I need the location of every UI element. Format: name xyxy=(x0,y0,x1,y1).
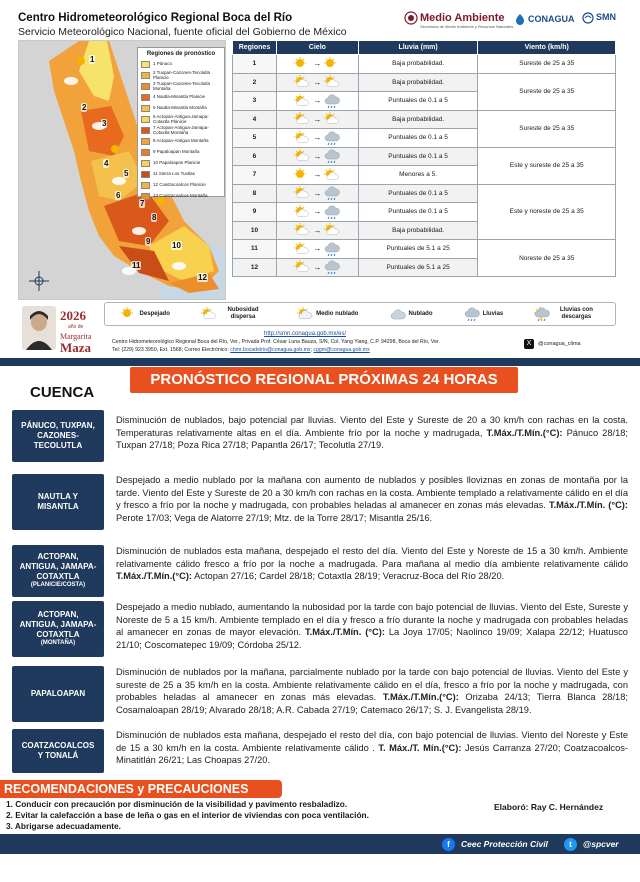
forecast-banner: PRONÓSTICO REGIONAL PRÓXIMAS 24 HORAS xyxy=(130,367,518,393)
legend-item xyxy=(141,125,221,136)
rain-cell: Puntuales de 0.1 a 5 xyxy=(358,129,478,148)
twitter-link[interactable]: @spcver xyxy=(582,839,619,849)
partly-icon xyxy=(294,242,310,256)
recommendation-item: 3. Abrigarse adecuadamente. xyxy=(6,821,121,831)
region-forecast-text xyxy=(116,729,628,767)
legend-swatch xyxy=(141,116,150,123)
sky-cell xyxy=(276,147,358,166)
legend-item xyxy=(141,180,221,191)
temperature-values: Jesús Carranza 27/20; Coatzacoalcos-Minatitlán 26/21; Las Choapas 27/20. xyxy=(116,742,628,766)
partly-icon xyxy=(324,223,340,237)
rain-icon xyxy=(324,131,340,145)
partly-icon xyxy=(294,112,310,126)
map-region-number: 5 xyxy=(124,169,129,178)
legend-label: 10 Papaloapan Planicie xyxy=(153,160,201,166)
region-label-line: ACTOPAN, xyxy=(37,610,79,620)
forecast-description: Despejado a medio nublado, aumentando la nubosidad por la tarde con bajo potencial de lluvias. Viento del Este, Sureste y Noreste de 5 a 15 km/h. Ambiente templado en el día y fresco a frío durante la noche y madrugada con probables heladas al amanecer en zonas de mayor elevación. xyxy=(116,602,628,638)
forecast-description: Disminución de nublados por la mañana, parcialmente nublado por la tarde con bajo potencial de lluvias. Viento del Este y sureste de 25 a 35 km/h en la costa. Ambiente relativamente cálido en el día, fresco a frío por la noche y madrugada, con probables heladas al amanecer en zonas más elevadas. xyxy=(116,667,628,703)
region-number: 4 xyxy=(233,110,277,129)
conagua-icon xyxy=(514,13,526,25)
rain-cell: Baja probabilidad. xyxy=(358,221,478,240)
twitter-icon: t xyxy=(564,838,577,851)
map-region-number: 1 xyxy=(90,55,95,64)
badge-year: 2026 xyxy=(60,308,86,323)
map-region-number: 2 xyxy=(82,103,87,112)
arrow-right-icon: → xyxy=(313,151,322,161)
temperature-values: Pánuco 28/18; Tuxpan 27/18; Poza Rica 27/18; Papantla 26/17; Tecolutla 27/19. xyxy=(116,427,629,451)
legend-swatch xyxy=(141,105,150,112)
sky-cell xyxy=(276,129,358,148)
temperature-values: Actopan 27/16; Cardel 28/18; Cotaxtla 28/19; Veracruz-Boca del Río 28/20. xyxy=(194,571,505,582)
icon-legend-label: Nublado xyxy=(408,310,433,317)
region-label-line: MISANTLA xyxy=(37,502,79,511)
sky-cell xyxy=(276,55,358,74)
legend-swatch xyxy=(141,138,150,145)
medio-ambiente-logo xyxy=(420,12,513,29)
forecast-description: Disminución de nublados, bajo potencial par lluvias. Viento del Este y Sureste de 20 a 30 km/h con rachas en la costa. Temperaturas relativamente altas en el día. Ambiente frío por la noche y madrugada, xyxy=(116,415,628,438)
partly-icon xyxy=(294,149,310,163)
icon-legend-label: Lluvias con descargas xyxy=(559,307,593,320)
icon-legend-item xyxy=(297,307,358,321)
arrow-right-icon: → xyxy=(313,207,322,217)
smn-url-link[interactable]: http://smn.conagua.gob.mx/es/ xyxy=(264,331,347,337)
conagua-logo: CONAGUA xyxy=(528,14,575,24)
region-label-line: COTAXTLA xyxy=(36,630,80,640)
region-number: 1 xyxy=(233,55,277,74)
rain-cell: Menores a 5. xyxy=(358,166,478,185)
region-label-sub: (PLANICIE/COSTA) xyxy=(30,582,86,589)
region-number: 12 xyxy=(233,258,277,277)
wind-cell: Este y sureste de 25 a 35 xyxy=(478,147,616,184)
rain-cell: Puntuales de 0.1 a 5 xyxy=(358,92,478,111)
legend-title: Regiones de pronóstico xyxy=(146,51,216,57)
region-number: 11 xyxy=(233,240,277,259)
rain-icon xyxy=(464,307,480,321)
x-icon: X xyxy=(524,339,534,349)
badge-sub: año de xyxy=(68,324,84,330)
header-cielo: Cielo xyxy=(276,41,358,55)
medium-icon xyxy=(297,307,313,321)
sunny-icon xyxy=(324,57,340,71)
table-row xyxy=(233,240,616,259)
region-label-line: ACTOPAN, xyxy=(37,552,79,562)
rain-icon xyxy=(324,205,340,219)
legend-label: 5 Nautla-Misantla Montaña xyxy=(153,105,207,111)
partly-icon xyxy=(324,168,340,182)
contact-line: Tel: (229) 923 3950, Ext. 1568; Correo Electrónico: chmr.bocadelrio@conagua.gob.mx; cggm@conagua.gob.mx xyxy=(112,347,370,353)
partly-icon xyxy=(294,94,310,108)
temperature-label: T.Máx./T.Mín. (°C): xyxy=(548,500,628,511)
region-number: 8 xyxy=(233,184,277,203)
recommendation-item: 1. Conducir con precaución por disminución de la visibilidad y pavimento resbaladizo. xyxy=(6,799,348,809)
region-label xyxy=(12,545,104,597)
region-number: 6 xyxy=(233,147,277,166)
region-forecast-text xyxy=(116,474,628,524)
forecast-table xyxy=(232,40,616,277)
region-label-line: PAPALOAPAN xyxy=(30,689,86,698)
partly-icon xyxy=(294,205,310,219)
rain-cell: Puntuales de 5.1 a 25 xyxy=(358,258,478,277)
legend-swatch xyxy=(141,72,150,79)
region-label-line: ANTIGUA, JAMAPA- xyxy=(19,620,97,630)
partly-icon xyxy=(201,307,217,321)
header xyxy=(0,0,640,40)
badge-name-first: Margarita xyxy=(60,332,92,341)
portrait-icon xyxy=(22,306,56,350)
region-label xyxy=(12,410,104,462)
sky-cell xyxy=(276,240,358,259)
legend-item xyxy=(141,114,221,125)
temperature-label: T.Máx./T.Mín.(°C): xyxy=(116,571,193,582)
map-region-number: 7 xyxy=(140,199,145,208)
region-number: 7 xyxy=(233,166,277,185)
rain-cell: Baja probabilidad. xyxy=(358,110,478,129)
rain-cell: Puntuales de 0.1 a 5 xyxy=(358,184,478,203)
region-forecast-text xyxy=(116,545,628,583)
region-label-line: PÁNUCO, TUXPAN, xyxy=(21,421,95,430)
regions-map xyxy=(18,40,226,300)
legend-label: 3 Tuxpan-Cazones-Tecolutla Montaña xyxy=(153,81,211,91)
region-label xyxy=(12,474,104,530)
partly-icon xyxy=(324,112,340,126)
partly-icon xyxy=(294,223,310,237)
region-number: 9 xyxy=(233,203,277,222)
wind-cell: Sureste de 25 a 35 xyxy=(478,110,616,147)
legend-label: 12 Coatzacoalcos Planicie xyxy=(153,182,206,188)
header-regiones: Regiones xyxy=(233,41,277,55)
sunny-icon xyxy=(294,57,310,71)
temperature-label: T.Máx./T.Mín. (°C): xyxy=(305,627,385,638)
legend-swatch xyxy=(141,160,150,167)
region-number: 3 xyxy=(233,92,277,111)
sky-cell xyxy=(276,221,358,240)
smn-icon xyxy=(582,12,594,24)
table-row xyxy=(233,73,616,92)
region-label-line: CAZONES- xyxy=(37,431,79,440)
medio-ambiente-subtext: Secretaría de Medio Ambiente y Recursos Naturales xyxy=(420,24,514,29)
icon-legend-label: Nubosidad dispersa xyxy=(227,307,259,320)
legend-item xyxy=(141,158,221,169)
sky-cell xyxy=(276,110,358,129)
legend-label: 9 Papaloapan Montaña xyxy=(153,149,200,155)
legend-swatch xyxy=(141,171,150,178)
map-region-number: 11 xyxy=(132,261,141,270)
legend-swatch xyxy=(141,149,150,156)
email-link-1[interactable]: chmr.bocadelrio@conagua.gob.mx xyxy=(230,347,311,353)
legend-item xyxy=(141,59,221,70)
table-row xyxy=(233,184,616,203)
recommendations-title: RECOMENDACIONES y PRECAUCIONES xyxy=(0,780,282,798)
legend-label: 6 Actopan-Antigua-Jamapa-Cotaxtla Planicie xyxy=(153,114,209,124)
legend-label: 2 Tuxpan-Cazones-Tecolutla Planicie xyxy=(153,70,211,80)
icon-legend-item xyxy=(464,307,504,321)
icon-legend-item xyxy=(201,307,266,321)
rain-cell: Puntuales de 5.1 a 25 xyxy=(358,240,478,259)
legend-swatch xyxy=(141,83,150,90)
legend-item xyxy=(141,103,221,114)
region-number: 5 xyxy=(233,129,277,148)
region-label-line: ANTIGUA, JAMAPA- xyxy=(19,562,97,572)
header-subtitle: Servicio Meteorológico Nacional, fuente oficial del Gobierno de México xyxy=(18,26,347,38)
forecast-description: Disminución de nublados esta mañana, despejado el resto del día. Viento del Este y Noreste de 15 a 30 km/h. Ambiente relativamente cálido fresco a frío por la noche a madrugada. Para mañana al medio día ambiente relativamente cálido xyxy=(116,546,628,569)
legend-item xyxy=(141,147,221,158)
legend-label: 4 Nautla-Misantla Planicie xyxy=(153,94,206,100)
temperature-values: Orizaba 24/13; Tierra Blanca 28/18; Cosamaloapan 28/19; Alvarado 28/18; A.R. Cabada 27/19; Catemaco 26/17; S. J. Evangelista 28/19. xyxy=(116,692,628,715)
header-title: Centro Hidrometeorológico Regional Boca del Río xyxy=(18,12,293,24)
region-forecast-text xyxy=(116,666,628,716)
arrow-right-icon: → xyxy=(313,77,322,87)
icon-legend-item xyxy=(390,307,433,321)
legend-item xyxy=(141,191,221,202)
region-label-line: COATZACOALCOS xyxy=(21,741,95,750)
partly-icon xyxy=(294,186,310,200)
cuenca-heading: CUENCA xyxy=(30,384,95,401)
medio-ambiente-text: Medio Ambiente xyxy=(420,12,505,24)
weather-icon-legend xyxy=(104,302,616,326)
rain-cell: Baja probabilidad. xyxy=(358,73,478,92)
region-label-line: NAUTLA Y xyxy=(38,492,78,501)
map-region-number: 6 xyxy=(116,191,121,200)
facebook-icon: f xyxy=(442,838,455,851)
rain-cell: Puntuales de 0.1 a 5 xyxy=(358,147,478,166)
sunny-icon xyxy=(294,168,310,182)
legend-swatch xyxy=(141,182,150,189)
rain-cell: Baja probabilidad. xyxy=(358,55,478,74)
partly-icon xyxy=(294,260,310,274)
section-divider xyxy=(0,358,640,366)
region-label xyxy=(12,666,104,722)
temperature-label: T. Máx./T. Mín.(°C): xyxy=(378,742,462,753)
temperature-label: T.Máx./T.Mín.(°C): xyxy=(382,692,459,703)
legend-swatch xyxy=(141,61,150,68)
legend-swatch xyxy=(141,127,150,134)
arrow-right-icon: → xyxy=(313,188,322,198)
wind-cell: Sureste de 25 a 35 xyxy=(478,55,616,74)
arrow-right-icon: → xyxy=(313,59,322,69)
region-label-line: COTAXTLA xyxy=(36,572,80,582)
legend-item xyxy=(141,136,221,147)
sky-cell xyxy=(276,203,358,222)
smn-logo: SMN xyxy=(596,12,616,22)
temperature-values: La Joya 17/05; Naolinco 19/09; Xalapa 22/12; Huatusco 21/10; Coscomatepec 19/09; Córdoba 25/12. xyxy=(116,627,628,650)
temperature-values: Perote 17/03; Vega de Alatorre 27/19; Mtz. de la Torre 28/17; Misantla 25/16. xyxy=(116,512,433,523)
sky-cell xyxy=(276,166,358,185)
facebook-link[interactable]: Ceec Protección Civil xyxy=(461,839,548,849)
seal-icon xyxy=(404,11,418,25)
legend-item xyxy=(141,81,221,92)
partly-icon xyxy=(294,131,310,145)
legend-label: 11 Sierra Los Tuxtlas xyxy=(153,171,195,177)
legend-label: 13 Coatzacoalcos Montaña xyxy=(153,193,208,199)
map-region-number: 10 xyxy=(172,241,181,250)
arrow-right-icon: → xyxy=(313,133,322,143)
map-region-number: 12 xyxy=(198,273,207,282)
legend-label: 8 Actopan-Antigua Montaña xyxy=(153,138,209,144)
region-number: 10 xyxy=(233,221,277,240)
map-region-number: 8 xyxy=(152,213,157,222)
arrow-right-icon: → xyxy=(313,244,322,254)
rain-icon xyxy=(324,242,340,256)
region-forecast-text xyxy=(116,601,628,651)
rain-icon xyxy=(324,186,340,200)
table-row xyxy=(233,110,616,129)
region-label-sub: (MONTAÑA) xyxy=(40,640,76,647)
sky-cell xyxy=(276,258,358,277)
legend-item xyxy=(141,70,221,81)
partly-icon xyxy=(324,75,340,89)
cloudy-icon xyxy=(390,307,406,321)
header-viento: Viento (km/h) xyxy=(478,41,616,55)
arrow-right-icon: → xyxy=(313,225,322,235)
x-handle-text: @conagua_clima xyxy=(538,341,581,347)
wind-cell: Sureste de 25 a 35 xyxy=(478,73,616,110)
forecast-description: Disminución de nublados esta mañana, despejado el resto del día, con bajo potencial de lluvias. Viento del Noreste y Este de 15 a 30 km/h en la costa. Ambiente relativamente cálido . xyxy=(116,730,628,753)
partly-icon xyxy=(294,75,310,89)
author-credit: Elaboró: Ray C. Hernández xyxy=(494,802,604,812)
storm-icon xyxy=(534,307,550,321)
region-forecast-text xyxy=(116,414,628,452)
region-label xyxy=(12,729,104,773)
email-link-2[interactable]: cggm@conagua.gob.mx xyxy=(313,347,370,353)
map-region-number: 9 xyxy=(146,237,151,246)
badge-name-last: Maza xyxy=(60,340,92,355)
arrow-right-icon: → xyxy=(313,114,322,124)
temperature-label: T.Máx./T.Mín.(°C): xyxy=(486,427,563,438)
map-region-number: 3 xyxy=(102,119,107,128)
year-badge xyxy=(18,304,104,356)
wind-cell: Este y noreste de 25 a 35 xyxy=(478,184,616,240)
rain-icon xyxy=(324,94,340,108)
arrow-right-icon: → xyxy=(313,96,322,106)
sunny-icon xyxy=(121,307,137,321)
icon-legend-label: Despejado xyxy=(139,310,170,317)
sky-cell xyxy=(276,73,358,92)
rain-icon xyxy=(324,260,340,274)
icon-legend-label: Lluvias xyxy=(482,310,504,317)
header-lluvia: Lluvia (mm) xyxy=(358,41,478,55)
table-row xyxy=(233,55,616,74)
icon-legend-item xyxy=(121,307,170,321)
legend-item xyxy=(141,169,221,180)
legend-label: 1 Pánuco xyxy=(153,61,173,67)
region-label-line: TECOLUTLA xyxy=(33,441,83,450)
table-row xyxy=(233,147,616,166)
arrow-right-icon: → xyxy=(313,170,322,180)
icon-legend-label: Medio nublado xyxy=(316,310,359,317)
map-region-number: 4 xyxy=(104,159,109,168)
phone-text: Tel: (229) 923 3950, Ext. 1568; Correo Electrónico: xyxy=(112,347,229,353)
legend-label: 7 Actopan-Antigua-Jamapa-Cotaxtla Montaña xyxy=(153,125,209,135)
rain-icon xyxy=(324,149,340,163)
address-line: Centro Hidrometeorológico Regional Boca del Río, Ver., Privada Prof. César Luna Bauza, S/N, Col. Yang Yiang, C.P. 94298, Boca del Río, Ver. xyxy=(112,339,440,345)
sky-cell xyxy=(276,92,358,111)
map-legend xyxy=(137,47,225,197)
x-handle[interactable] xyxy=(524,339,581,349)
region-label xyxy=(12,601,104,657)
rain-cell: Puntuales de 0.1 a 5 xyxy=(358,203,478,222)
sky-cell xyxy=(276,184,358,203)
wind-cell: Noreste de 25 a 35 xyxy=(478,240,616,277)
region-label-line: Y TONALÁ xyxy=(37,751,79,760)
recommendation-item: 2. Evitar la calefacción a base de leña o gas en el interior de viviendas con poca ventilación. xyxy=(6,810,369,820)
forecast-description: Despejado a medio nublado por la mañana con aumento de nublados y posibles lloviznas en zonas de montaña por la tarde. Viento del Este y Sureste de 20 a 30 km/h con rachas en la costa. Ambiente templado a relativamente cálido en el día y fresco a frío por la noche y madrugada, con probables heladas al amanecer en zonas más elevadas. xyxy=(116,475,628,511)
social-footer xyxy=(442,836,619,852)
arrow-right-icon: → xyxy=(313,262,322,272)
icon-legend-item xyxy=(534,307,599,321)
legend-swatch xyxy=(141,94,150,101)
region-number: 2 xyxy=(233,73,277,92)
legend-item xyxy=(141,92,221,103)
